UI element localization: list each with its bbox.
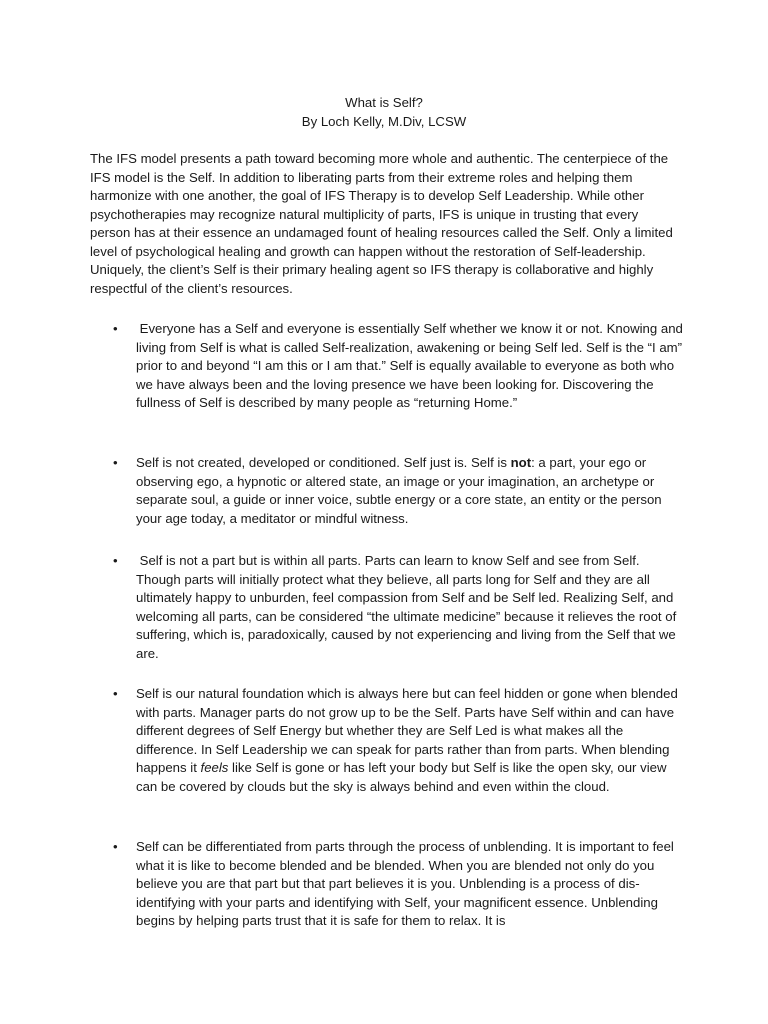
bullet-marker: • [113,321,118,336]
bullet-marker: • [113,686,118,701]
bullet-text [136,685,684,796]
bullet-text [136,552,684,663]
bullet-text [136,454,684,528]
bullet-text-content: Self is not a part but is within all parts. Parts can learn to know Self and see from Self. Though parts will initially protect what they believe, all parts long for Self and they are all ultimately happy to unburden, feel compassion from Self and be Self led. Realizing Self, and welcoming all parts, can be considered “the ultimate medicine” because it relieves the root of suffering, which is, paradoxically, caused by not experiencing and living from the Self that we are. [136,553,677,661]
bullet-text-content: Self can be differentiated from parts through the process of unblending. It is important to feel what it is like to become blended and be blended. When you are blended not only do you believe you are that part but that part believes it is you. Unblending is a process of dis-identifying with your parts and identifying with Self, your magnificent essence. Unblending begins by helping parts trust that it is safe for them to relax. It is [136,839,674,928]
bullet-text-pre: Self is our natural foundation which is always here but can feel hidden or gone when blended with parts. Manager parts do not grow up to be the Self. Parts have Self within and can have different degrees of Self Energy but whether they are Self Led is what makes all the difference. In Self Leadership we can speak for parts rather than from parts. When blending happens it [136,686,678,775]
bullet-text-post: like Self is gone or has left your body but Self is like the open sky, our view can be covered by clouds but the sky is always behind and even within the cloud. [136,760,667,794]
bullet-text-italic: feels [200,760,229,775]
bullet-text [136,320,684,413]
document-title: What is Self? [345,95,423,110]
bullet-marker: • [113,839,118,854]
bullet-text [136,838,684,931]
intro-paragraph: The IFS model presents a path toward becoming more whole and authentic. The centerpiece of the IFS model is the Self. In addition to liberating parts from their extreme roles and helping them harmonize with one another, the goal of IFS Therapy is to develop Self Leadership. While other psychotherapies may recognize natural multiplicity of parts, IFS is unique in trusting that every person has at their essence an undamaged fount of healing resources called the Self. Only a limited level of psychological healing and growth can happen without the restoration of Self-leadership. Uniquely, the client’s Self is their primary healing agent so IFS therapy is collaborative and highly respectful of the client’s resources. [90,151,673,296]
bullet-text-content: Everyone has a Self and everyone is essentially Self whether we know it or not. Knowing and living from Self is what is called Self-realization, awakening or being Self led. Self is the “I am” prior to and beyond “I am this or I am that.” Self is equally available to everyone as both who we have always been and the loving presence we have been looking for. Discovering the fullness of Self is described by many people as “returning Home.” [136,321,683,410]
bullet-marker: • [113,455,118,470]
bullet-text-pre: Self is not created, developed or conditioned. Self just is. Self is [136,455,511,470]
document-byline: By Loch Kelly, M.Div, LCSW [301,113,467,129]
bullet-text-bold: not [510,455,532,470]
bullet-text-post: : a part, your ego or observing ego, a hypnotic or altered state, an image or your imagination, an archetype or separate soul, a guide or inner voice, subtle energy or a core state, an entity or the person your age today, a meditator or mindful witness. [136,455,662,526]
bullet-marker: • [113,553,118,568]
document-header [0,94,768,131]
